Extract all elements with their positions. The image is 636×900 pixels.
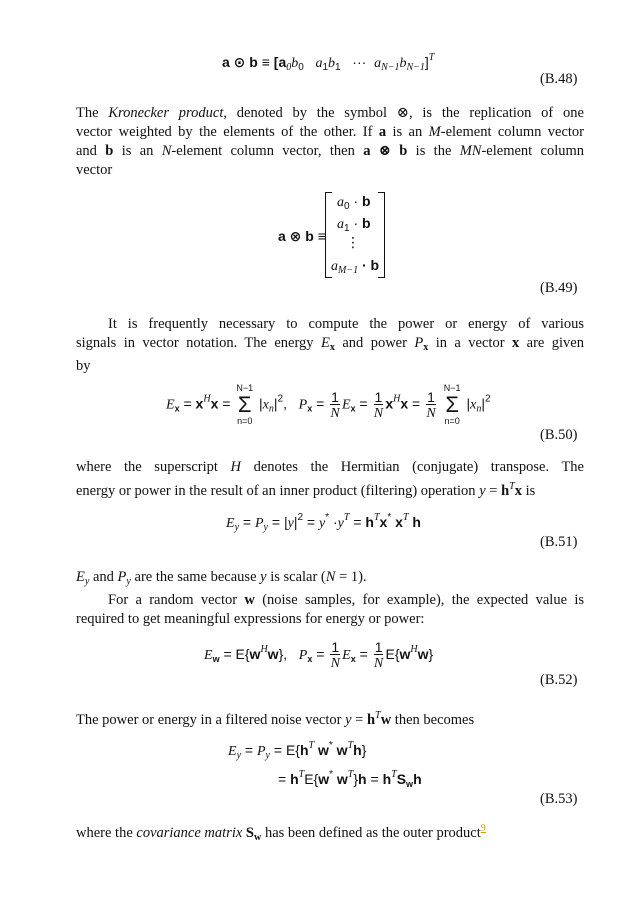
p4-l1h: = 1).: [335, 569, 367, 585]
term-covariance-matrix: covariance matrix: [136, 825, 243, 841]
p5-l1d: h: [366, 712, 376, 728]
p5-l1e: T: [375, 710, 381, 721]
p6-l1c: S: [242, 825, 254, 841]
p1-l2e: -element column vector: [440, 124, 584, 140]
p4-l1e: y: [260, 569, 267, 585]
paragraph-covariance: [76, 824, 584, 847]
eq-b49-vdots: ⋮: [346, 234, 360, 250]
eq-b48-a1: a: [315, 56, 323, 71]
equation-number-b50: (B.50): [540, 427, 578, 443]
p4-l1a: E: [76, 569, 85, 585]
p2-l2f: x: [511, 335, 520, 351]
eq-b48-sub0: 0: [286, 62, 292, 73]
paragraph-kronecker: [76, 104, 584, 180]
p1-l3g: is the: [407, 143, 460, 159]
p1-l2d: M: [428, 124, 441, 140]
p1-line4: vector: [76, 162, 113, 178]
eq-b49-row3-b: · b: [358, 257, 380, 273]
p3-l2b: y: [479, 483, 486, 499]
p5-l1g: then becomes: [391, 712, 475, 728]
eq-b49-row0: $a_0 \cdot b$: [337, 193, 371, 212]
p4-l1g: N: [325, 569, 336, 585]
equation-b50: $E_x = x^Hx$ = N−1 Σ n=0 $|x_n|^2$, $P_x$ = $\frac{1}{N}$ $E_x$ = $\frac{1}{N}$ $x^Hx$ = $\frac{1}{N}$ N−1 Σ n=0 $|x_n|^2$: [166, 383, 491, 426]
p1-l3d: N: [161, 143, 172, 159]
equation-b52: $E_w = E\{w^Hw\}$, $P_x$ = $\frac{1}{N}$ $E_x$ = $\frac{1}{N}$ $E\{w^Hw\}$: [204, 639, 434, 671]
p1-l3i: -element column: [481, 143, 585, 159]
p1-l3c: is an: [113, 143, 162, 159]
p2-l2e: in a vector: [428, 335, 512, 351]
p1-line2: [76, 123, 584, 142]
paragraph-filtered-noise: [76, 706, 584, 730]
p2-line3: by: [76, 358, 91, 374]
p3-line2: [76, 477, 584, 501]
p6-l1e: has been defined as the outer product: [261, 825, 481, 841]
p3-line1: [76, 458, 584, 477]
eq-b48-lhs: a ⊙ b ≡ [a: [222, 54, 287, 70]
p4-l2b: w: [244, 592, 255, 608]
eq-b48-i1: 1: [322, 62, 329, 73]
p2-l2c: and power: [334, 335, 415, 351]
eq-b48-s0: 0: [298, 62, 304, 73]
p1-l2a: vector weighted by the elements of the other. If: [76, 124, 379, 140]
p4-l1f: is scalar (: [266, 569, 326, 585]
p1-l3h: MN: [459, 143, 482, 159]
p5-line1: [76, 706, 584, 730]
p4-l2a: For a random vector: [108, 592, 245, 608]
paragraph-random-vector: [76, 568, 584, 629]
p2-l2b: E: [320, 335, 330, 351]
equation-number-b52: (B.52): [540, 672, 578, 688]
eq-b48-bn: b: [399, 56, 407, 71]
eq-b49-row3-sub: M−1: [338, 265, 359, 276]
eq-b48-close: ]: [424, 54, 429, 70]
paragraph-power-energy: [76, 315, 584, 376]
p1-l2b: a: [378, 124, 387, 140]
p2-l2g: are given: [519, 335, 584, 351]
p2-l2a: signals in vector notation. The energy: [76, 335, 321, 351]
p5-l1c: =: [351, 712, 367, 728]
p3-l2f: x: [514, 483, 523, 499]
p3-l1b: H: [230, 459, 241, 475]
equation-number-b51: (B.51): [540, 534, 578, 550]
equation-b53-line2: = $h^TE\{w^*$ $w^T\}h = h^TS_wh$: [278, 769, 422, 789]
footnote-link-9[interactable]: 9: [480, 823, 486, 835]
p1-l3a: and: [76, 143, 106, 159]
eq-b48-b1: b: [328, 56, 336, 71]
eq-b49-row1: $a_1 \cdot b$: [337, 215, 371, 234]
p1-l3b: b: [105, 143, 114, 159]
p6-line1: [76, 824, 584, 847]
equation-b48: [222, 52, 434, 73]
term-kronecker-product: Kronecker product: [108, 105, 224, 121]
eq-b48-an: a: [374, 56, 382, 71]
equation-number-b53: (B.53): [540, 791, 578, 807]
eq-b49-row3-a: a: [331, 259, 338, 274]
eq-b48-dots: ···: [352, 54, 367, 70]
p1-l3f: a ⊗ b: [363, 143, 408, 159]
equation-b49-lhs: a ⊗ b ≡: [278, 228, 326, 244]
p4-l2c: (noise samples, for example), the expected value is: [254, 592, 584, 608]
equation-number-b48: (B.48): [540, 71, 578, 87]
p4-line3: required to get meaningful expressions for energy or power:: [76, 611, 425, 627]
p1-l2c: is an: [386, 124, 429, 140]
equation-b53-line1: $E_y = P_y = E\{h^T$ w* $w^Th$}: [228, 740, 367, 761]
p1-line3: [76, 142, 584, 161]
eq-b48-nsub: N−1: [381, 62, 400, 73]
p1-l3e: -element column vector, then: [171, 143, 364, 159]
eq-b48-nsub2: N−1: [406, 62, 425, 73]
equation-b51: $E_y = P_y = |y|^2 = y^* \cdot y^T = h^Tx^*$ $x^T$ h: [226, 512, 421, 533]
p3-l2c: =: [485, 483, 502, 499]
p3-l2g: is: [522, 483, 536, 499]
eq-b49-row3: [331, 257, 379, 276]
p5-l1f: w: [380, 712, 392, 728]
p3-l2e: T: [509, 481, 515, 492]
p4-line2: [76, 591, 584, 610]
eq-b48-i1b: 1: [335, 62, 341, 73]
p4-l1d: are the same because: [130, 569, 261, 585]
eq-b48-transpose: T: [428, 52, 435, 63]
p4-line1: $E_y$ and $P_y$ are the same because y is scalar (N = 1).: [76, 569, 367, 587]
p6-l1a: where the: [76, 825, 137, 841]
p6-l1d: w: [254, 832, 262, 843]
equation-number-b49: (B.49): [540, 280, 578, 296]
p3-l1a: where the superscript: [76, 459, 231, 475]
p5-l1b: y: [345, 712, 352, 728]
p5-l1a: The power or energy in a filtered noise vector: [76, 712, 346, 728]
p3-l1c: denotes the Hermitian (conjugate) transpose. The: [241, 459, 584, 475]
p1-l1a: The: [76, 105, 109, 121]
p4-l1b: and: [89, 569, 118, 585]
p3-l2a: energy or power in the result of an inner product (filtering) operation: [76, 483, 480, 499]
p2-l2d: P: [414, 335, 424, 351]
p1-line1: [76, 104, 584, 123]
p1-l1b: , denoted by the symbol ⊗, is the replication of one: [223, 105, 584, 121]
p2-l1: It is frequently necessary to compute the power or energy of various: [108, 316, 584, 332]
p3-l2d: h: [501, 483, 510, 499]
p2-line1: [76, 315, 584, 334]
eq-b48-b0: b: [291, 56, 299, 71]
p2-line2: signals in vector notation. The energy $E_x$ and power $P_x$ in a vector x are given: [76, 335, 584, 353]
paragraph-hermitian: [76, 458, 584, 501]
p4-l1c: P: [117, 569, 127, 585]
